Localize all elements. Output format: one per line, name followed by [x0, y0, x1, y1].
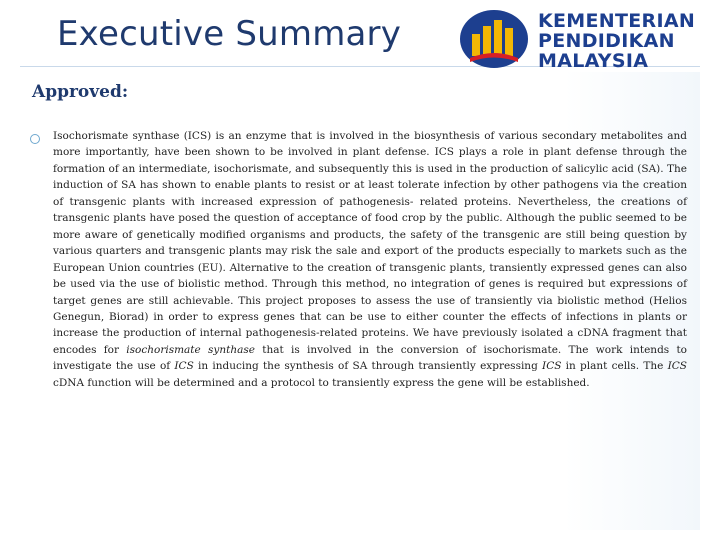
ministry-name: [538, 11, 695, 71]
paragraph-text: in inducing the synthesis of SA through transiently expressing: [193, 360, 543, 373]
section-heading: Approved:: [32, 82, 129, 102]
paragraph-text: cDNA function will be determined and a protocol to transiently express the gene will be established.: [53, 376, 590, 389]
ministry-name-line3: MALAYSIA: [538, 50, 649, 72]
paragraph-italic-term: isochorismate synthase: [126, 343, 255, 356]
paragraph-text: in plant cells. The: [561, 360, 668, 373]
paragraph-italic-term: ICS: [667, 360, 687, 373]
paragraph-text: that is involved in the conversion of isochorismate. The work intends to investigate the use of: [53, 343, 687, 373]
paragraph-italic-term: ICS: [174, 360, 194, 373]
paragraph-text: Isochorismate synthase (ICS) is an enzyme that is involved in the biosynthesis of various secondary metabolites and more importantly, have been shown to be involved in plant defense. ICS plays a role in plant defense through the formation of an intermediate, isochorismate, and subsequently this is used in the production of salicylic acid (SA). The induction of SA has shown to enable plants to resist or at least tolerate infection by other pathogens via the creation of transgenic plants with increased expression of pathogenesis- related proteins. Nevertheless, the creations of transgenic plants have posed the question of acceptance of food crop by the public. Although the public seemed to be more aware of genetically modified organisms and products, the safety of the transgenic are still being question by various quarters and transgenic plants may risk the sale and export of the products especially to markets such as the European Union countries (EU). Alternative to the creation of transgenic plants, transiently expressed genes can also be used via the use of biolistic method. Through this method, no integration of genes is required but expressions of target genes are still achievable. This project proposes to assess the use of transiently via biolistic method (Helios Genegun, Biorad) in order to express genes that can be use to either counter the effects of infections in plants or increase the production of internal pathogenesis-related proteins. We have previously isolated a cDNA fragment that encodes for: [53, 130, 687, 356]
ministry-emblem-icon: [458, 8, 530, 70]
ministry-name-line1: KEMENTERIAN: [538, 10, 696, 32]
bullet-icon: [30, 134, 40, 144]
page-title: Executive Summary: [57, 14, 402, 54]
paragraph-italic-term: ICS: [542, 360, 562, 373]
summary-paragraph: [53, 128, 687, 391]
ministry-logo: [458, 8, 713, 70]
ministry-name-line2: PENDIDIKAN: [538, 30, 675, 52]
